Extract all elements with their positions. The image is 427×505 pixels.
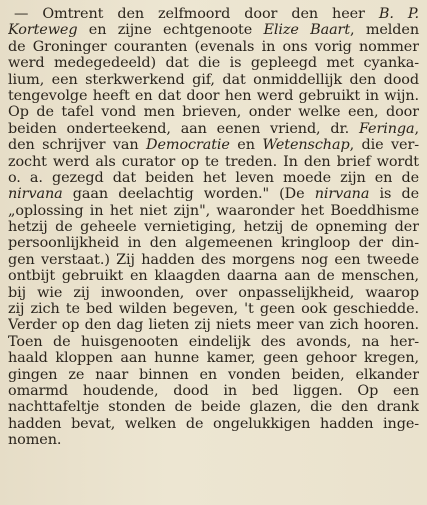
italic-text: B. P. bbox=[378, 6, 419, 22]
article-line bbox=[8, 104, 419, 120]
text-segment: persoonlijkheid in den algemeenen kringloop der din- bbox=[8, 235, 419, 252]
text-segment: , melden bbox=[350, 22, 419, 39]
article-line bbox=[8, 317, 419, 333]
text-segment: en zijne echtgenoote bbox=[77, 22, 264, 39]
text-segment: Toen de huisgenooten eindelijk des avonds, na her- bbox=[8, 333, 419, 350]
article-line bbox=[8, 219, 419, 235]
text-segment: haald kloppen aan hunne kamer, geen gehoor kregen, bbox=[8, 350, 419, 367]
article-line bbox=[8, 121, 419, 137]
article-line bbox=[8, 186, 419, 202]
text-segment: omarmd houdende, dood in bed liggen. Op een bbox=[8, 382, 419, 399]
italic-text: nirvana bbox=[8, 186, 63, 203]
text-segment: nachttafeltje stonden de beide glazen, die den drank bbox=[8, 399, 419, 416]
article-line bbox=[8, 154, 419, 170]
text-segment: en bbox=[229, 137, 263, 154]
text-segment: zij zich te bed wilden begeven, 't geen ook geschiedde. bbox=[8, 301, 419, 318]
article-line bbox=[8, 235, 419, 251]
text-segment: werd medegedeeld) dat die is gepleegd met cyanka- bbox=[8, 55, 419, 72]
text-segment: gaan deelachtig worden." (De bbox=[62, 186, 315, 203]
article-line bbox=[8, 39, 419, 55]
text-segment: — Omtrent den zelfmoord door den heer bbox=[14, 6, 379, 22]
article-line bbox=[8, 22, 419, 38]
text-segment: gingen ze naar binnen en vonden beiden, elkander bbox=[8, 366, 419, 383]
article-line bbox=[8, 367, 419, 383]
text-segment: zocht werd als curator op te treden. In den brief wordt bbox=[8, 153, 419, 170]
text-segment: tengevolge heeft en dat door hen werd gebruikt in wijn. bbox=[8, 87, 419, 104]
text-segment: ontbijt gebruikt en klaagden daarna aan de menschen, bbox=[8, 268, 419, 285]
article-line bbox=[8, 268, 419, 284]
article-line bbox=[8, 203, 419, 219]
article-line bbox=[8, 399, 419, 415]
article-line bbox=[8, 301, 419, 317]
text-segment: lium, een sterkwerkend gif, dat onmiddellijk den dood bbox=[8, 71, 419, 88]
text-segment: is de bbox=[369, 186, 419, 203]
article-line bbox=[8, 252, 419, 268]
text-segment: hadden bevat, welken de ongelukkigen hadden inge- bbox=[8, 415, 419, 432]
article-line bbox=[8, 383, 419, 399]
text-segment: bij wie zij inwoonden, over onpasselijkheid, waarop bbox=[8, 284, 419, 301]
article-line bbox=[8, 137, 419, 153]
text-segment: hetzij de geheele vernietiging, hetzij de opneming der bbox=[8, 219, 419, 236]
text-segment: Verder op den dag lieten zij niets meer van zich hooren. bbox=[8, 317, 419, 334]
italic-text: Feringa bbox=[358, 120, 415, 137]
text-segment: gen verstaat.) Zij hadden des morgens nog een tweede bbox=[8, 251, 419, 268]
article-line bbox=[8, 170, 419, 186]
article-line bbox=[8, 6, 419, 22]
text-segment: , die ver- bbox=[349, 137, 419, 154]
article-line bbox=[8, 285, 419, 301]
text-segment: de Groninger couranten (evenals in ons vorig nommer bbox=[8, 38, 419, 55]
text-segment: o. a. gezegd dat beiden het leven moede zijn en de bbox=[8, 169, 419, 186]
news-article bbox=[8, 6, 419, 449]
article-line bbox=[8, 416, 419, 432]
article-line bbox=[8, 72, 419, 88]
text-segment: Op de tafel vond men brieven, onder welke een, door bbox=[8, 104, 419, 121]
article-line bbox=[8, 55, 419, 71]
article-line bbox=[8, 88, 419, 104]
article-line bbox=[8, 350, 419, 366]
text-segment: nomen. bbox=[8, 432, 62, 449]
text-segment: den schrijver van bbox=[8, 137, 147, 154]
text-segment: „oplossing in het niet zijn", waaronder het Boeddhisme bbox=[8, 202, 419, 219]
italic-text: Democratie bbox=[146, 137, 230, 154]
italic-text: Korteweg bbox=[8, 22, 78, 39]
article-line bbox=[8, 334, 419, 350]
italic-text: Wetenschap bbox=[262, 137, 350, 154]
italic-text: Elize Baart bbox=[263, 22, 351, 39]
italic-text: nirvana bbox=[314, 186, 370, 203]
article-line bbox=[8, 432, 419, 448]
text-segment: beiden onderteekend, aan eenen vriend, dr. bbox=[8, 120, 359, 137]
text-segment: , bbox=[414, 120, 419, 137]
